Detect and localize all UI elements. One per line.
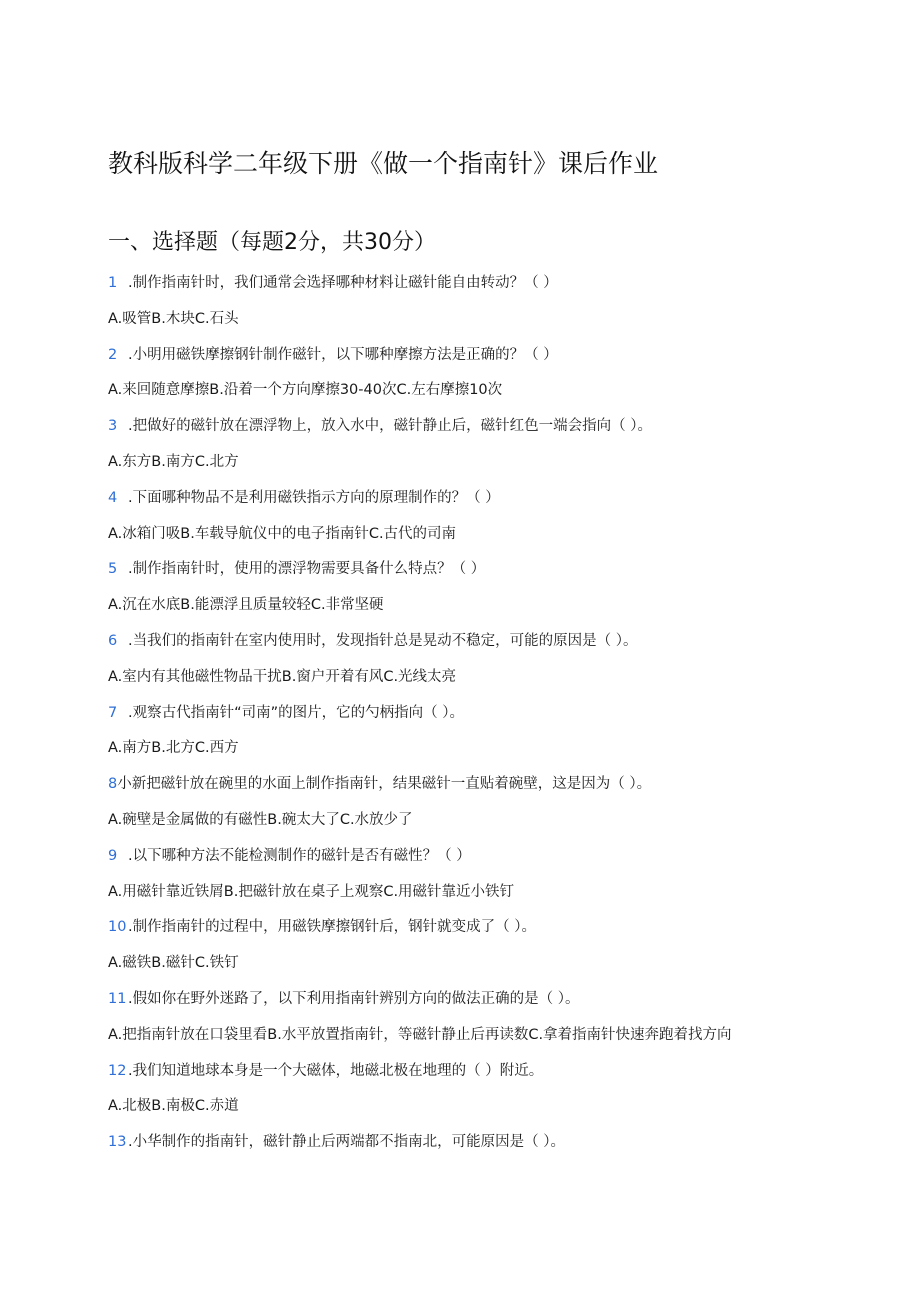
question-6 [108,629,808,665]
question-9 [108,844,808,880]
question-3 [108,414,808,450]
question-7 [108,701,808,737]
question-number: 13 [108,1134,127,1151]
question-number: 10 [108,919,127,936]
question-text: .小华制作的指南针，磁针静止后两端都不指南北，可能原因是（ ）。 [128,1134,565,1151]
question-text: .假如你在野外迷路了，以下利用指南针辨别方向的做法正确的是（ ）。 [128,990,580,1007]
question-list [108,271,808,1166]
question-text: .制作指南针时，使用的漂浮物需要具备什么特点？（ ） [128,561,486,578]
question-11 [108,987,808,1023]
question-number: 11 [108,990,127,1007]
question-text: .下面哪种物品不是利用磁铁指示方向的原理制作的？（ ） [128,489,500,506]
question-8-options: A.碗壁是金属做的有磁性B.碗太大了C.水放少了 [108,811,413,828]
question-text: .当我们的指南针在室内使用时，发现指针总是晃动不稳定，可能的原因是（ ）。 [128,632,638,649]
question-text: .制作指南针时，我们通常会选择哪种材料让磁针能自由转动？（ ） [128,275,558,291]
question-number: 6 [108,632,118,649]
question-12-options: A.北极B.南极C.赤道 [108,1098,239,1115]
question-10-options: A.磁铁B.磁针C.铁钉 [108,955,239,972]
question-2-options: A.来回随意摩擦B.沿着一个方向摩擦30-40次C.左右摩擦10次 [108,382,503,399]
question-13 [108,1130,808,1166]
question-text: .我们知道地球本身是一个大磁体，地磁北极在地理的（ ）附近。 [128,1062,544,1079]
question-number: 5 [108,561,118,578]
section-title: 一、选择题（每题2分，共30分） [108,230,436,255]
question-text: .制作指南针的过程中，用磁铁摩擦钢针后，钢针就变成了（ ）。 [128,919,536,936]
question-text: .小明用磁铁摩擦钢针制作磁针，以下哪种摩擦方法是正确的？（ ） [128,346,558,363]
question-3-options: A.东方B.南方C.北方 [108,453,239,470]
question-2 [108,343,808,379]
question-1-options: A.吸管B.木块C.石头 [108,310,239,327]
question-text: 小新把磁针放在碗里的水面上制作指南针，结果磁针一直贴着碗壁，这是因为（ ）。 [117,776,652,793]
question-text: .把做好的磁针放在漂浮物上，放入水中，磁针静止后，磁针红色一端会指向（ ）。 [128,418,652,435]
question-10 [108,915,808,951]
question-number: 2 [108,346,118,363]
question-number: 7 [108,704,118,721]
question-5 [108,557,808,593]
page-title: 教科版科学二年级下册《做一个指南针》课后作业 [108,149,659,178]
question-number: 4 [108,489,118,506]
question-11-options: A.把指南针放在口袋里看B.水平放置指南针，等磁针静止后再读数C.拿着指南针快速奔跑着找方向 [108,1026,732,1043]
question-number: 3 [108,418,118,435]
question-number: 8 [108,776,118,793]
question-9-options: A.用磁针靠近铁屑B.把磁针放在桌子上观察C.用磁针靠近小铁钉 [108,883,515,900]
question-text: .观察古代指南针“司南”的图片，它的勺柄指向（ ）。 [128,704,464,721]
question-4-options: A.冰箱门吸B.车载导航仪中的电子指南针C.古代的司南 [108,525,457,542]
question-4 [108,486,808,522]
question-7-options: A.南方B.北方C.西方 [108,740,239,757]
question-12 [108,1059,808,1095]
question-number: 9 [108,847,118,864]
question-number: 12 [108,1062,127,1079]
question-text: .以下哪种方法不能检测制作的磁针是否有磁性？（ ） [128,847,471,864]
question-8 [108,772,808,808]
question-1 [108,271,808,307]
question-5-options: A.沉在水底B.能漂浮且质量较轻C.非常坚硬 [108,597,384,614]
question-number: 1 [108,275,118,291]
question-6-options: A.室内有其他磁性物品干扰B.窗户开着有风C.光线太亮 [108,668,457,685]
